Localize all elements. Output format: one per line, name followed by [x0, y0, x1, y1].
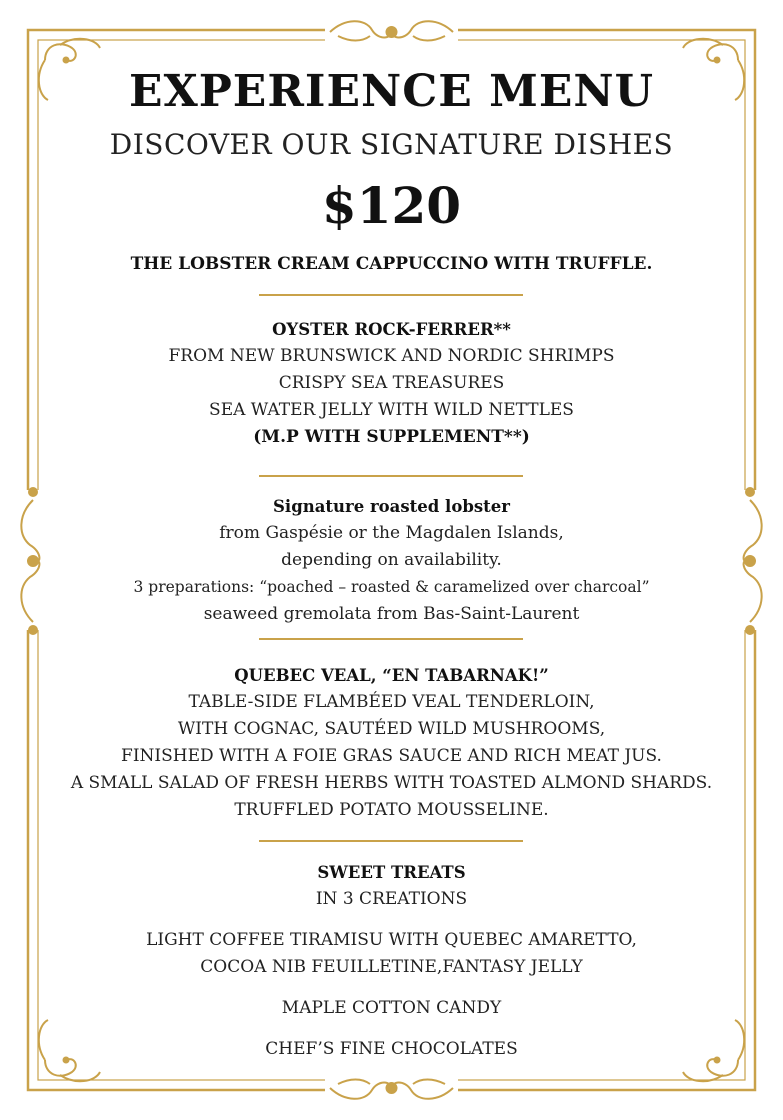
- oyster-supplement-note: (M.P WITH SUPPLEMENT**): [253, 427, 530, 447]
- veal-title: QUEBEC VEAL, “EN TABARNAK!”: [234, 666, 549, 685]
- oyster-title: OYSTER ROCK-FERRER**: [272, 320, 511, 339]
- lobster-line-3: 3 preparations: “poached – roasted & caramelized over charcoal”: [133, 578, 650, 596]
- veal-line-1: TABLE-SIDE FLAMBÉED VEAL TENDERLOIN,: [188, 692, 595, 712]
- section-oyster: [40, 316, 743, 451]
- lobster-line-2: depending on availability.: [281, 550, 502, 570]
- oyster-line-3: SEA WATER JELLY WITH WILD NETTLES: [209, 400, 574, 420]
- lobster-line-4: seaweed gremolata from Bas-Saint-Laurent: [203, 604, 580, 624]
- divider: [259, 840, 523, 842]
- veal-line-4: A SMALL SALAD OF FRESH HERBS WITH TOASTED ALMOND SHARDS.: [70, 773, 713, 793]
- menu-price: $120: [321, 176, 462, 235]
- sweets-item-2: MAPLE COTTON CANDY: [281, 998, 502, 1018]
- menu-subtitle: DISCOVER OUR SIGNATURE DISHES: [109, 128, 674, 161]
- veal-line-3: FINISHED WITH A FOIE GRAS SAUCE AND RICH MEAT JUS.: [121, 746, 662, 766]
- bottom-flourish-ornament: [325, 1078, 458, 1100]
- top-flourish-ornament: [325, 21, 458, 42]
- veal-line-2: WITH COGNAC, SAUTÉED WILD MUSHROOMS,: [177, 719, 606, 739]
- section-lobster: [40, 493, 743, 628]
- divider: [259, 638, 523, 640]
- intro-dish: THE LOBSTER CREAM CAPPUCCINO WITH TRUFFLE.: [130, 254, 653, 274]
- oyster-line-1: FROM NEW BRUNSWICK AND NORDIC SHRIMPS: [168, 346, 615, 366]
- oyster-line-2: CRISPY SEA TREASURES: [278, 373, 505, 393]
- veal-line-5: TRUFFLED POTATO MOUSSELINE.: [234, 800, 549, 820]
- divider: [259, 475, 523, 477]
- lobster-title: Signature roasted lobster: [273, 497, 510, 516]
- sweets-item-1-line-1: LIGHT COFFEE TIRAMISU WITH QUEBEC AMARETTO,: [146, 930, 637, 950]
- sweets-title: SWEET TREATS: [317, 863, 466, 882]
- section-veal: [40, 662, 743, 824]
- lobster-line-1: from Gaspésie or the Magdalen Islands,: [219, 523, 564, 543]
- section-sweets: [40, 859, 743, 1063]
- menu-title: EXPERIENCE MENU: [129, 66, 654, 117]
- sweets-subtitle: IN 3 CREATIONS: [315, 889, 468, 909]
- sweets-item-1-line-2: COCOA NIB FEUILLETINE,FANTASY JELLY: [200, 957, 583, 977]
- divider: [259, 294, 523, 296]
- sweets-item-3: CHEF’S FINE CHOCOLATES: [265, 1039, 518, 1059]
